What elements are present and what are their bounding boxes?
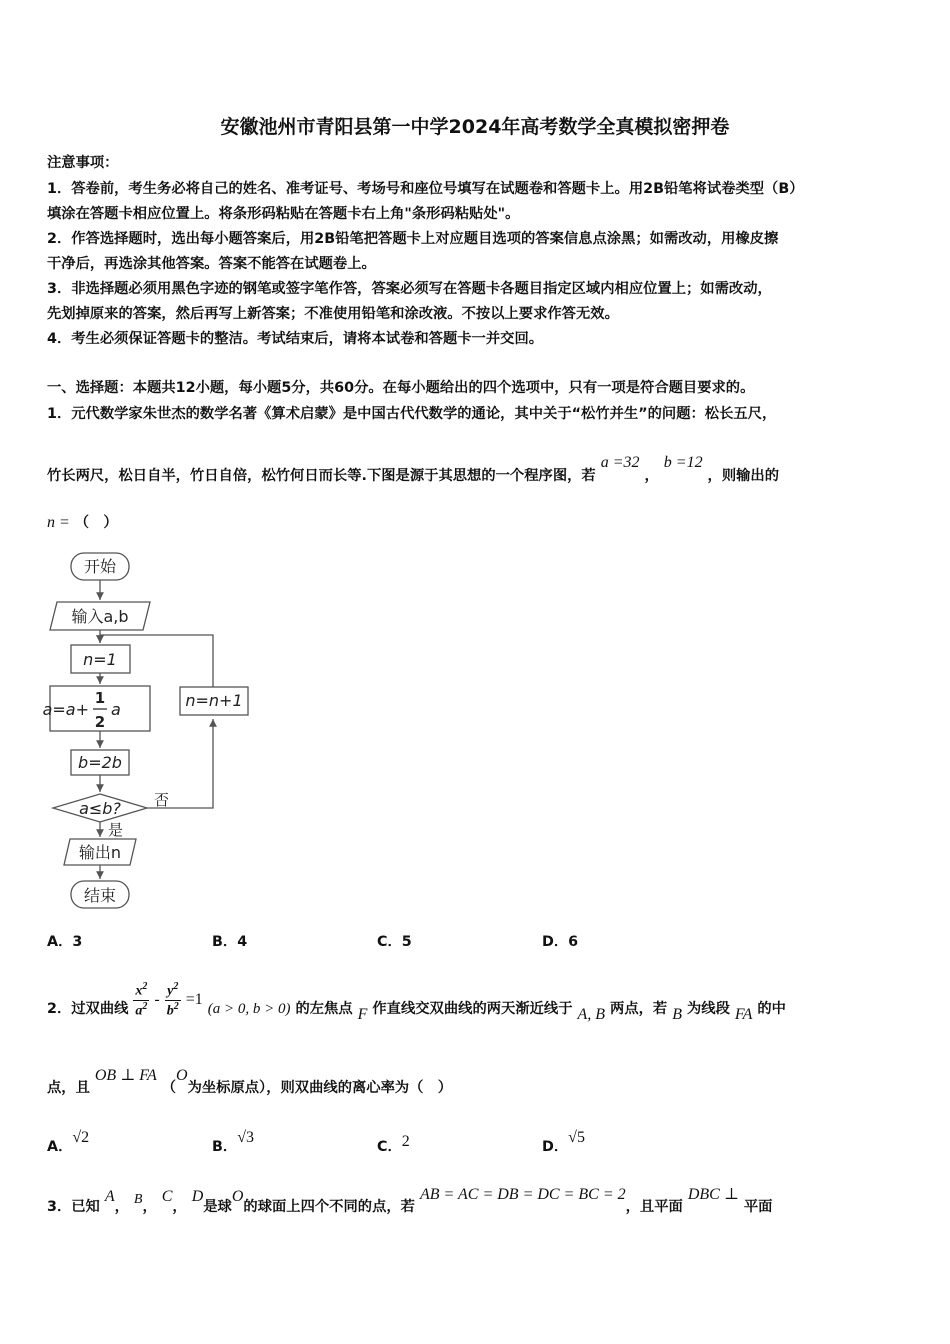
q1-option-c: C．5 [377, 934, 412, 950]
q3-equation: AB = AC = DB = DC = BC = 2 [419, 1186, 626, 1203]
q2-line2 [47, 1067, 453, 1097]
option-label: B． [212, 1139, 238, 1155]
flow-frac-num: 1 [94, 689, 106, 707]
flow-start-label: 开始 [83, 557, 117, 576]
var-x: x [135, 983, 143, 999]
q2-text: 两点，若 [610, 1001, 668, 1018]
page-title: 安徽池州市青阳县第一中学2024年高考数学全真模拟密押卷 [220, 116, 730, 138]
option-value: √5 [568, 1129, 585, 1146]
flow-yes-label: 是 [108, 821, 124, 839]
flow-update-a-left: a=a+ [42, 700, 89, 719]
q3-var-a: A [104, 1188, 115, 1205]
q2-text: 的中 [757, 1001, 786, 1018]
option-label: C． [377, 1139, 402, 1155]
flow-input-label: 输入a,b [71, 607, 129, 626]
flow-update-a-right: a [111, 700, 121, 719]
q3-var-o: O [231, 1188, 244, 1205]
q2-var-f: F [357, 1006, 368, 1024]
q2-text: 作直线交双曲线的两天渐近线于 [372, 1001, 573, 1018]
flow-increment-label: n=n+1 [185, 691, 243, 710]
q1-text: 竹长两尺，松日自半，竹日自倍，松竹何日而长等.下图是源于其思想的一个程序图，若 [47, 468, 596, 484]
q3-var-c: C [161, 1188, 173, 1205]
q3-plane: DBC ⊥ [687, 1186, 739, 1203]
q3-text: 的球面上四个不同的点，若 [243, 1199, 415, 1215]
q2-var-ab: A, B [577, 1006, 606, 1024]
q1-option-a: A．3 [47, 934, 83, 950]
answer-blank: （ ） [74, 515, 118, 531]
q2-option-d [542, 1129, 585, 1156]
q2-paren: （ [161, 1080, 177, 1096]
q3-text: 平面 [743, 1199, 773, 1215]
flow-output-label: 输出n [78, 843, 122, 862]
q2-condition: (a > 0, b > 0) [207, 1001, 291, 1018]
notice-heading: 注意事项： [47, 155, 119, 171]
q2-perp: OB ⊥ FA [94, 1067, 157, 1084]
q2-text: 为坐标原点），则双曲线的离心率为（ ） [187, 1080, 453, 1096]
q2-var-o: O [176, 1067, 188, 1084]
var-a: a [135, 1003, 143, 1019]
option-value: √2 [72, 1129, 90, 1146]
q3-line1: 3．已知 A， B， C， D是球O的球面上四个不同的点，若 AB = AC = DB = DC = BC = 2，且平面 DBC ⊥ 平面 [47, 1186, 773, 1215]
q2-prefix: 2．过双曲线 [47, 1001, 129, 1018]
q2-line1: 2．过双曲线 $\frac{x^2}{a^2}$ - $\frac{y^2}{b^2}$ =1 (a > 0, b > 0) 的左焦点 F 作直线交双曲线的两天渐近线于 A, B 两点，若 B 为线段 FA 的中 [47, 981, 786, 1024]
q2-option-b [212, 1129, 254, 1156]
flow-no-label: 否 [154, 791, 170, 809]
q2-var-b: B [672, 1006, 682, 1024]
q2-eq-one: =1 [185, 991, 203, 1009]
program-flowchart [40, 545, 270, 920]
q1-option-d: D．6 [542, 934, 579, 950]
q2-text: 点，且 [47, 1080, 90, 1096]
option-value: 2 [401, 1133, 410, 1150]
q1-n-eq: n = [47, 514, 70, 531]
q1-line1: 1．元代数学家朱世杰的数学名著《算术启蒙》是中国古代代数学的通论，其中关于“松竹并生”的问题：松长五尺， [47, 406, 777, 422]
q1-text-tail: ，则输出的 [707, 468, 780, 484]
q2-frac-x: $\frac{x^2}{a^2}$ [135, 981, 148, 1019]
option-value: √3 [237, 1129, 254, 1146]
option-label: D． [542, 1139, 569, 1155]
q1-line2 [47, 454, 780, 485]
notice-line: 填涂在答题卡相应位置上。将条形码粘贴在答题卡右上角"条形码粘贴处"。 [47, 206, 520, 222]
var-b: b [166, 1003, 174, 1019]
q3-text: ，且平面 [625, 1199, 683, 1215]
q3-text: 是球 [203, 1199, 232, 1215]
notice-line: 干净后，再选涂其他答案。答案不能答在试题卷上。 [47, 256, 376, 272]
notice-line: 2．作答选择题时，选出每小题答案后，用2B铅笔把答题卡上对应题目选项的答案信息点涂黑；如需改动，用橡皮擦 [47, 231, 779, 247]
section-heading: 一、选择题：本题共12小题，每小题5分，共60分。在每小题给出的四个选项中，只有一项是符合题目要求的。 [47, 380, 755, 396]
q1-cond-b: b =12 [663, 454, 703, 471]
flow-end-label: 结束 [83, 886, 117, 905]
var-y: y [167, 983, 174, 999]
q2-text: 为线段 [686, 1001, 730, 1018]
q1-comma: ， [644, 468, 659, 484]
q2-option-a [47, 1129, 90, 1156]
notice-line: 先划掉原来的答案，然后再写上新答案；不准使用铅笔和涂改液。不按以上要求作答无效。 [47, 306, 619, 322]
q2-var-fa: FA [734, 1006, 753, 1024]
flow-update-b-label: b=2b [78, 753, 122, 772]
option-label: A． [47, 1139, 73, 1155]
notice-line: 3．非选择题必须用黑色字迹的钢笔或签字笔作答，答案必须写在答题卡各题目指定区域内相应位置上；如需改动， [47, 281, 772, 297]
q3-prefix: 3．已知 [47, 1199, 100, 1215]
flow-init-label: n=1 [83, 650, 117, 669]
q1-option-b: B．4 [212, 934, 248, 950]
q2-text: 的左焦点 [295, 1001, 353, 1018]
notice-line: 1．答卷前，考生务必将自己的姓名、准考证号、考场号和座位号填写在试题卷和答题卡上。用2B铅笔将试卷类型（B） [47, 181, 804, 197]
q3-var-d: D [191, 1188, 204, 1205]
notice-line: 4．考生必须保证答题卡的整洁。考试结束后，请将本试卷和答题卡一并交回。 [47, 331, 544, 347]
flow-decision-label: a≤b? [79, 799, 121, 818]
q2-option-c [377, 1133, 410, 1156]
q1-line3 [47, 512, 118, 532]
q2-frac-y: $\frac{y^2}{b^2}$ [166, 981, 179, 1019]
flow-frac-den: 2 [94, 713, 106, 731]
q1-cond-a: a =32 [600, 454, 640, 471]
q3-var-b: B [133, 1192, 143, 1207]
